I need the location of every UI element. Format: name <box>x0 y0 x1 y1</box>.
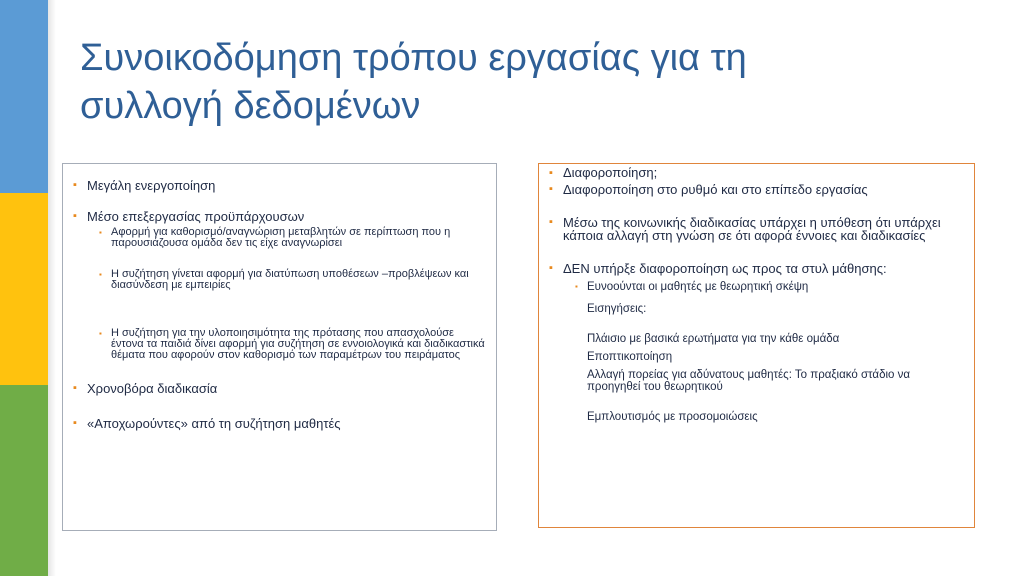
left-item-withdrawing-students: ▪ «Αποχωρούντες» από τη συζήτηση μαθητές <box>73 416 486 431</box>
side-stripe-yellow <box>0 193 48 385</box>
left-item-processing: ▪ Μέσο επεξεργασίας προϋπάρχουσων <box>73 209 486 224</box>
right-item-social-process: ▪ Μέσω της κοινωνικής διαδικασίας υπάρχει η υπόθεση ότι υπάρχει κάποια αλλαγή στη γνώση σε ότι αφορά έννοιες και διαδικασίες <box>549 216 964 242</box>
side-stripe-blue <box>0 0 48 193</box>
right-text-visualization: Εποπτικοποίηση <box>587 351 673 363</box>
left-item-activation: ▪ Μεγάλη ενεργοποίηση <box>73 178 486 193</box>
right-content-box <box>538 163 975 528</box>
right-item-pace-level: ▪ Διαφοροποίηση στο ρυθμό και στο επίπεδο εργασίας <box>549 183 964 196</box>
left-item-time-consuming: ▪ Χρονοβόρα διαδικασία <box>73 381 486 396</box>
slide-title <box>80 34 980 130</box>
left-sub-hypotheses: ▪ Η συζήτηση γίνεται αφορμή για διατύπωση υποθέσεων –προβλέψεων και διασύνδεση με εμπειρίες <box>97 269 486 291</box>
left-sub-variables: ▪ Αφορμή για καθορισμό/αναγνώριση μεταβλητών σε περίπτωση που η παρουσιάζουσα ομάδα δεν τις είχε αναγνωρίσει <box>97 227 486 249</box>
slide-title-line1: Συνοικοδόμηση τρόπου εργασίας για τη <box>80 37 747 79</box>
right-item-no-differentiation: ▪ ΔΕΝ υπήρξε διαφοροποίηση ως προς τα στυλ μάθησης: <box>549 262 964 275</box>
right-text-simulations: Εμπλουτισμός με προσομοιώσεις <box>587 411 758 423</box>
left-content-box <box>62 163 497 531</box>
right-text-suggestions: Εισηγήσεις: <box>587 303 647 315</box>
right-sub-theoretical-thinking: ▪ Ευνοούνται οι μαθητές με θεωρητική σκέψη <box>573 281 964 293</box>
side-stripe-shadow <box>48 0 56 576</box>
left-sub-feasibility: ▪ Η συζήτηση για την υλοποιησιμότητα της πρότασης που απασχολούσε έντονα τα παιδιά δίνει αφορμή για συζήτηση σε εννοιολογικά και διαδικαστικά θέματα που αφορούν στον καθορισμό των παραμέτρων του πειράματος <box>97 328 486 361</box>
right-text-question-framework: Πλάισιο με βασικά ερωτήματα για την κάθε ομάδα <box>587 333 840 345</box>
slide-title-line2: συλλογή δεδομένων <box>80 85 421 127</box>
right-item-differentiation-question: ▪ Διαφοροποίηση; <box>549 166 964 180</box>
side-stripe-green <box>0 385 48 576</box>
right-text-path-change: Αλλαγή πορείας για αδύνατους μαθητές: Το πραξιακό στάδιο να προηγηθεί του θεωρητικού <box>587 369 911 393</box>
